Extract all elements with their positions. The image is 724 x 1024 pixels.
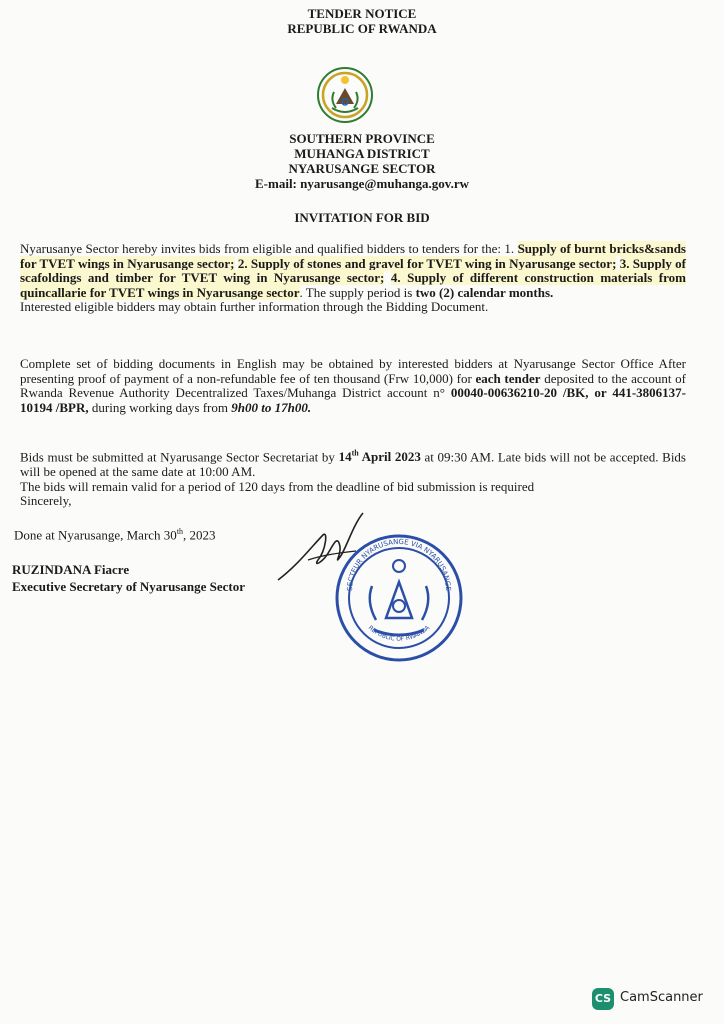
paragraph-tender-items [20, 242, 686, 315]
tender-item-4: 4. Supply of different construction materials from quincallarie for TVET wings in Nyarusange sector [20, 270, 687, 300]
paragraph-bidding-documents [20, 357, 686, 415]
paragraph-submission [20, 447, 686, 509]
tender-item-1: Supply of burnt bricks&sands for TVET wings in Nyarusange sector; [20, 241, 686, 271]
done-at-line [14, 527, 216, 543]
camscanner-logo-icon: CS [592, 988, 614, 1010]
signer-name: RUZINDANA Fiacre [12, 562, 130, 577]
para2-text3: during working days from [88, 399, 232, 415]
invitation-title: INVITATION FOR BID [294, 210, 430, 225]
bank-accounts: 00040-00636210-20 /BK, or 441-3806137-10194 /BPR, [20, 385, 686, 415]
closing-sincerely: Sincerely, [20, 493, 72, 509]
sector-name: NYARUSANGE SECTOR [288, 161, 436, 176]
province-name: SOUTHERN PROVINCE [289, 131, 435, 146]
republic-name: REPUBLIC OF RWANDA [287, 21, 437, 36]
email-line: E-mail: nyarusange@muhanga.gov.rw [255, 176, 469, 191]
seal-top-text: SECTEUR NYARUSANGE VIA NYARUSANGE [345, 537, 453, 592]
para3-text2: at 09:30 AM. Late bids will not be accepted. Bids will be opened at the same date at 10:00 AM. [20, 449, 686, 479]
para1-sep3 [384, 270, 390, 285]
document-header-top [0, 6, 724, 36]
para1-intro: Nyarusanye Sector hereby invites bids from eligible and qualified bidders to tenders for the: 1. [20, 241, 518, 256]
para2-text2: deposited to the account of Rwanda Revenue Authority Decentralized Taxes/Muhanga District account n° [20, 370, 686, 401]
validity-line: The bids will remain valid for a period of 120 days from the deadline of bid submission is required [20, 478, 535, 494]
para2-text1: Complete set of bidding documents in English may be obtained by interested bidders at Nyarusange Sector Office After presenting proof of payment of a non-refundable fee of ten thousand (Frw 10,000) for [20, 356, 686, 386]
done-year: , 2023 [183, 527, 216, 543]
deadline-suffix: th [351, 449, 359, 458]
supply-period: two (2) calendar months. [415, 284, 554, 300]
signer-role: Executive Secretary of Nyarusange Sector [12, 579, 245, 594]
working-hours: 9h00 to 17h00. [231, 399, 312, 415]
district-name: MUHANGA DISTRICT [294, 146, 430, 161]
notice-title: TENDER NOTICE [307, 6, 417, 21]
camscanner-watermark: CamScanner [620, 990, 703, 1005]
signer-block [12, 561, 245, 595]
signature-icon [268, 505, 398, 595]
document-header-address [0, 131, 724, 191]
rwanda-emblem-icon [316, 66, 374, 124]
seal-bottom-text: REPUBLIC OF RWANDA [366, 624, 432, 643]
deadline-day: 14 [338, 449, 352, 465]
deadline-month-year: April 2023 [358, 449, 421, 465]
tender-item-2: 2. Supply of stones and gravel for TVET wing in Nyarusange sector; [237, 255, 617, 271]
done-text: Done at Nyarusange, March 30 [14, 527, 177, 543]
each-tender: each tender [475, 370, 541, 386]
para3-text1: Bids must be submitted at Nyarusange Sector Secretariat by [20, 449, 339, 465]
done-suffix: th [176, 527, 184, 536]
para1-further-info: Interested eligible bidders may obtain further information through the Bidding Document. [20, 299, 489, 315]
tender-item-3: 3. Supply of scafoldings and timber for TVET wing in Nyarusange sector; [20, 255, 686, 286]
svg-text:REPUBLIC OF RWANDA [367, 624, 432, 643]
para1-mid: . The supply period is [299, 284, 416, 300]
